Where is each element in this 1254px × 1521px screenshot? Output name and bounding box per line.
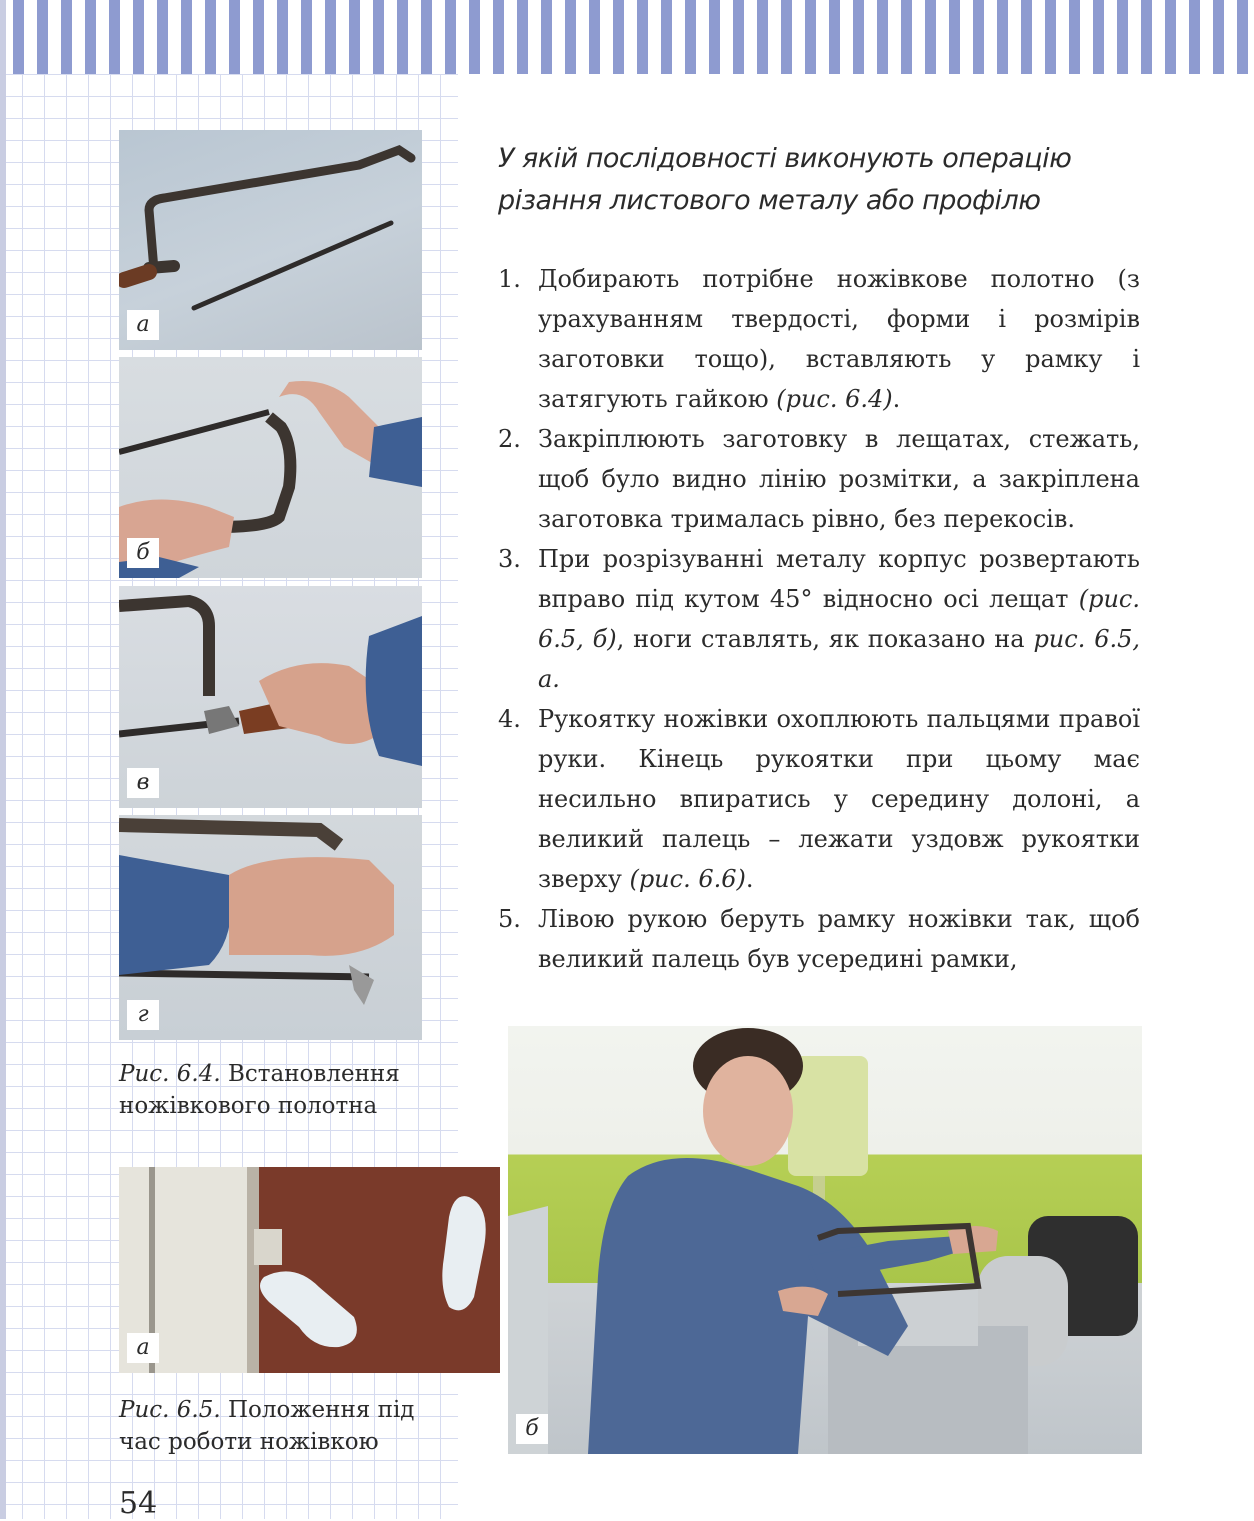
figure-ref: (рис. 6.4)	[776, 385, 893, 413]
step-text: Добирають потрібне ножівкове полотно (з урахуванням твердості, форми і розмірів заготовки тощо), вставляють у рамку і затягують гайкою	[538, 265, 1140, 413]
caption-text: Положення під час роботи ножівкою	[119, 1397, 415, 1455]
list-item	[498, 539, 1140, 699]
photo-tightening-nut	[119, 815, 422, 1040]
figure-caption-6-5	[119, 1394, 449, 1458]
worker-scene-icon	[508, 1026, 1142, 1454]
photo-inserting-blade	[119, 357, 422, 578]
step-text: Рукоятку ножівки охоплюють пальцями правої руки. Кінець рукоятки при цьому має несильно впиратись у середину долоні, а великий палець – лежати уздовж рукоятки зверху	[538, 705, 1140, 893]
photo-label: а	[127, 310, 159, 340]
step-tail: .	[892, 385, 901, 413]
photo-holding-handle	[119, 586, 422, 808]
list-item	[498, 899, 1140, 979]
step-text: При розрізуванні металу корпус розвертають вправо під кутом 45° відносно осі лещат	[538, 545, 1140, 613]
list-item	[498, 259, 1140, 419]
figure-ref: (рис. 6.5, б)	[538, 585, 1140, 653]
photo-label: б	[127, 538, 159, 568]
step-number: 4.	[498, 705, 521, 733]
photo-label: б	[516, 1414, 548, 1444]
photo-hacksaw-frame-and-blade	[119, 130, 422, 350]
page-edge	[0, 0, 6, 1519]
hacksaw-frame-icon	[119, 130, 422, 350]
step-tail: .	[745, 865, 754, 893]
page-number: 54	[119, 1486, 158, 1521]
top-stripe-band	[0, 0, 1254, 74]
figure-ref: Рис. 6.5.	[119, 1397, 221, 1423]
step-number: 2.	[498, 425, 521, 453]
hands-hacksaw-icon	[119, 357, 422, 578]
caption-text: Встановлення ножівкового полотна	[119, 1061, 400, 1119]
step-text: Лівою рукою беруть рамку ножівки так, щоб великий палець був усередині рамки,	[538, 905, 1140, 973]
step-number: 3.	[498, 545, 521, 573]
figure-ref: (рис. 6.6)	[629, 865, 746, 893]
figure-ref: рис. 6.5, а.	[538, 625, 1140, 693]
fist-hacksaw-icon	[119, 815, 422, 1040]
footprints-icon	[119, 1167, 500, 1373]
step-number: 5.	[498, 905, 521, 933]
photo-label: в	[127, 768, 159, 798]
list-item	[498, 419, 1140, 539]
photo-worker-at-vise	[508, 1026, 1142, 1454]
section-heading: У якій послідовності виконують операцію різання листового металу або профілю	[498, 143, 1072, 216]
photo-foot-positions	[119, 1167, 500, 1373]
photo-label: г	[127, 1000, 159, 1030]
steps-list	[498, 259, 1140, 979]
figure-caption-6-4	[119, 1058, 449, 1122]
step-number: 1.	[498, 265, 521, 293]
step-tail: , ноги ставлять, як показано на	[616, 625, 1034, 653]
hand-handle-icon	[119, 586, 422, 808]
figure-ref: Рис. 6.4.	[119, 1061, 221, 1087]
step-text: Закріплюють заготовку в лещатах, стежать, щоб було видно лінію розмітки, а закріплена заготовка трималась рівно, без перекосів.	[538, 425, 1140, 533]
list-item	[498, 699, 1140, 899]
photo-label: а	[127, 1333, 159, 1363]
